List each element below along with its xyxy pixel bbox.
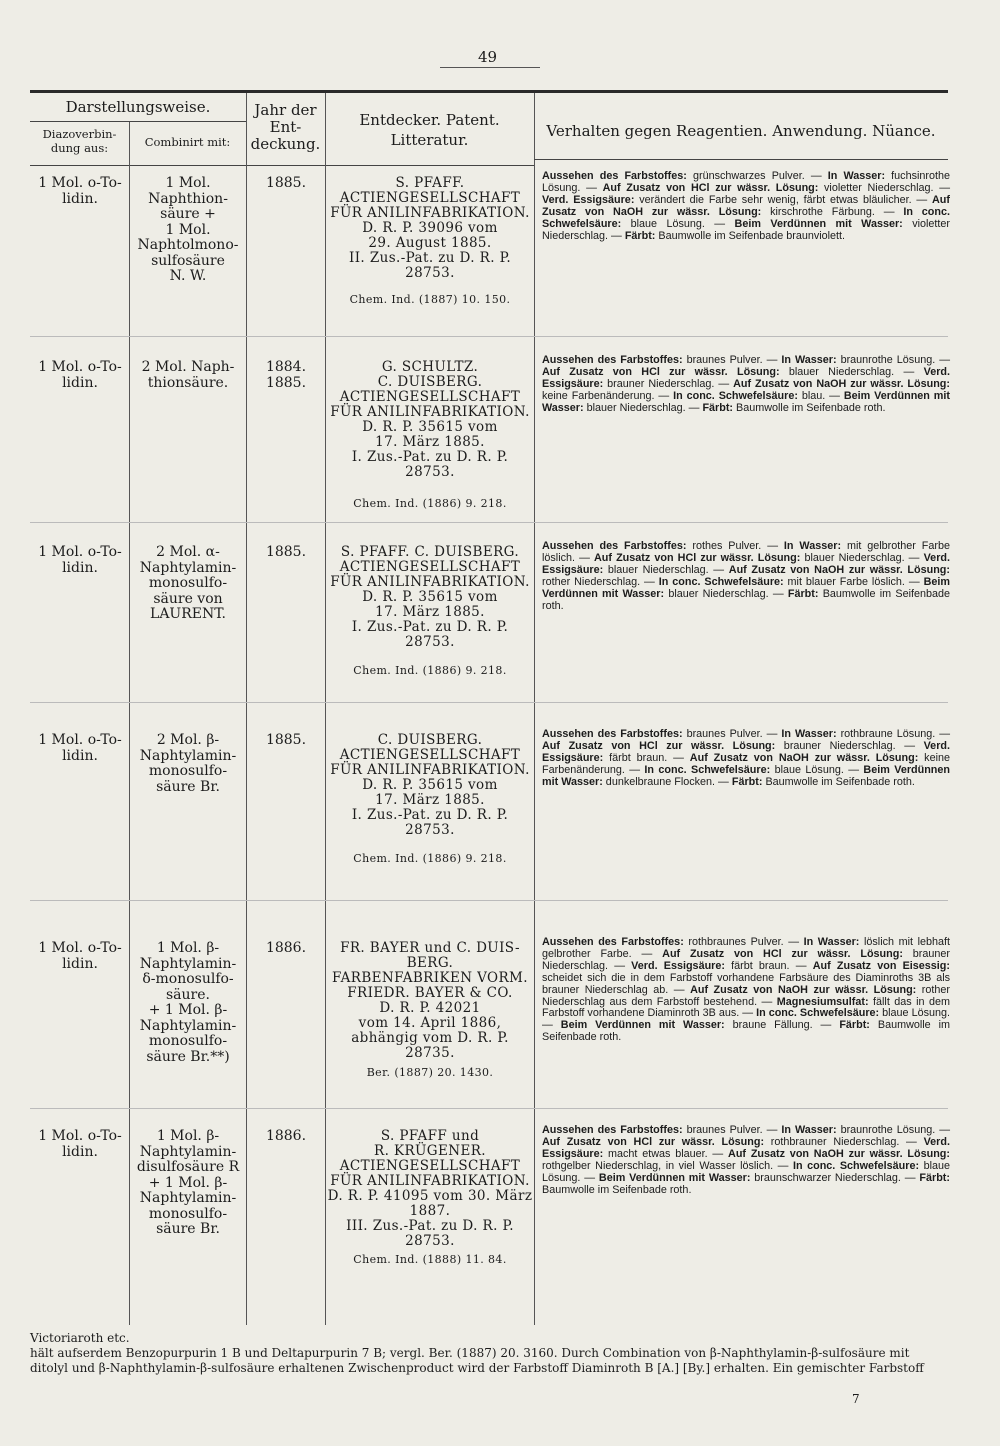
- reaction-label: Färbt:: [731, 775, 763, 788]
- reaction-label: Beim Verdünnen mit Wasser:: [598, 1171, 751, 1184]
- reaction-label: Auf Zusatz von HCl zur wässr. Lösung:: [662, 947, 903, 960]
- reaction-text: Baumwolle im Seifenbade roth.: [542, 1183, 692, 1196]
- reaction-text: mit blauer Farbe löslich. —: [783, 575, 924, 588]
- row-discoverer: FR. BAYER und C. DUIS- BERG. FARBENFABRIKEN VORM. FRIEDR. BAYER & CO. D. R. P. 42021 vom 14. April 1886, abhängig vom D. R. P. 28735.: [332, 940, 528, 1061]
- reaction-text: färbt braun. —: [603, 751, 690, 764]
- reaction-label: Auf Zusatz von NaOH zur wässr. Lösung:: [728, 563, 950, 576]
- reaction-label: In conc. Schwefelsäure:: [792, 1159, 920, 1172]
- row-jahr: 1886.: [265, 1128, 307, 1144]
- row-citation: Chem. Ind. (1888) 11. 84.: [353, 1253, 507, 1266]
- reaction-label: In Wasser:: [781, 728, 837, 740]
- row-discoverer: S. PFAFF und R. KRÜGENER. ACTIENGESELLSCHAFT FÜR ANILINFABRIKATION. D. R. P. 41095 vom 30. März 1887. III. Zus.-Pat. zu D. R. P. 28753.: [327, 1128, 533, 1249]
- footnote-line: hält aufserdem Benzopurpurin 1 B und Deltapurpurin 7 B; vergl. Ber. (1887) 20. 3160. Durch Combination von β-Naphthylamin-β-sulfosäure mit: [30, 1346, 910, 1360]
- reaction-label: Verd. Essigsäure:: [542, 365, 951, 390]
- row-citation: Chem. Ind. (1886) 9. 218.: [353, 664, 507, 677]
- header-entdecker: Entdecker. Patent. Litteratur.: [359, 111, 500, 149]
- reaction-label: Aussehen des Farbstoffes:: [542, 540, 687, 552]
- reaction-text: macht etwas blauer. —: [603, 1147, 729, 1160]
- row-jahr: 1884. 1885.: [265, 359, 307, 391]
- row-reactions: [542, 355, 950, 415]
- reaction-text: verändert die Farbe sehr wenig, färbt etwas bläulicher. —: [634, 193, 932, 206]
- row-combinirt: 1 Mol. β- Naphtylamin- δ-monosulfo- säure. + 1 Mol. β- Naphtylamin- monosulfo- säure Br.**): [139, 940, 237, 1065]
- reaction-label: In Wasser:: [781, 354, 837, 366]
- row-citation: Chem. Ind. (1887) 10. 150.: [349, 293, 511, 306]
- row-separator: [30, 900, 948, 901]
- reaction-label: Beim Verdünnen mit Wasser:: [542, 763, 951, 788]
- reaction-text: blauer Niederschlag. —: [800, 551, 924, 564]
- reaction-text: färbt braun. —: [724, 959, 813, 972]
- reaction-label: Auf Zusatz von HCl zur wässr. Lösung:: [602, 181, 819, 194]
- row-separator: [30, 702, 948, 703]
- row-jahr: 1886.: [265, 940, 307, 956]
- footnote-line: ditolyl und β-Naphthylamin-β-sulfosäure erhaltenen Zwischenproduct wird der Farbstoff Diaminroth B [A.] [By.] erhalten. Ein gemischter Farbstoff: [30, 1361, 924, 1375]
- reaction-label: Färbt:: [919, 1171, 950, 1184]
- reaction-text: Baumwolle im Seifenbade roth.: [542, 1019, 951, 1044]
- row-discoverer: G. SCHULTZ. C. DUISBERG. ACTIENGESELLSCHAFT FÜR ANILINFABRIKATION. D. R. P. 35615 vom 17. März 1885. I. Zus.-Pat. zu D. R. P. 28753.: [330, 359, 530, 480]
- reaction-text: rother Niederschlag. —: [542, 575, 659, 588]
- reaction-text: rothes Pulver. —: [686, 540, 784, 552]
- row-jahr: 1885.: [265, 732, 307, 748]
- row-reactions: [542, 729, 950, 789]
- row-combinirt: 2 Mol. Naph- thionsäure.: [141, 359, 235, 391]
- reaction-label: Färbt:: [624, 229, 656, 242]
- reaction-text: brauner Niederschlag. —: [603, 377, 734, 390]
- reaction-text: Baumwolle im Seifenbade braunviolett.: [655, 229, 846, 242]
- reaction-label: Aussehen des Farbstoffes:: [542, 728, 683, 740]
- row-separator: [30, 1108, 948, 1109]
- reaction-text: grünschwarzes Pulver. —: [686, 170, 828, 182]
- row-separator: [30, 336, 948, 337]
- reaction-label: In Wasser:: [827, 170, 886, 182]
- reaction-text: blauer Niederschlag. —: [664, 587, 788, 600]
- row-combinirt: 2 Mol. α- Naphtylamin- monosulfo- säure von LAURENT.: [139, 544, 237, 622]
- reaction-text: brauner Niederschlag. —: [775, 739, 924, 752]
- reaction-text: rothgelber Niederschlag, in viel Wasser löslich. —: [542, 1159, 793, 1172]
- row-jahr: 1885.: [265, 544, 307, 560]
- reaction-label: Aussehen des Farbstoffes:: [542, 936, 684, 948]
- row-diazo: 1 Mol. o-To- lidin.: [38, 940, 122, 972]
- header-sub-rule: [30, 121, 246, 122]
- row-combinirt: 2 Mol. β- Naphtylamin- monosulfo- säure Br.: [139, 732, 237, 795]
- reaction-text: blauer Niederschlag. —: [603, 563, 729, 576]
- reaction-text: violetter Niederschlag. —: [818, 181, 950, 194]
- row-citation: Chem. Ind. (1886) 9. 218.: [353, 852, 507, 865]
- reaction-text: braunes Pulver. —: [682, 354, 782, 366]
- reaction-text: braunrothe Lösung. —: [836, 1124, 950, 1136]
- column-divider: [534, 165, 535, 1325]
- reaction-text: löslich mit lebhaft gelbrother Farbe. —: [542, 936, 951, 960]
- row-discoverer: S. PFAFF. C. DUISBERG. ACTIENGESELLSCHAFT FÜR ANILINFABRIKATION. D. R. P. 35615 vom 17. März 1885. I. Zus.-Pat. zu D. R. P. 28753.: [330, 544, 530, 650]
- column-divider: [129, 165, 130, 1325]
- reaction-label: In Wasser:: [781, 1124, 837, 1136]
- reaction-label: Aussehen des Farbstoffes:: [542, 354, 683, 366]
- reaction-label: In conc. Schwefelsäure:: [644, 763, 771, 776]
- reaction-text: braunes Pulver. —: [682, 1124, 782, 1136]
- header-jahr: Jahr der Ent- deckung.: [250, 101, 321, 153]
- page-number-rule: [440, 67, 540, 68]
- reaction-label: Beim Verdünnen mit Wasser:: [542, 575, 950, 600]
- header-verhalten: Verhalten gegen Reagentien. Anwendung. Nüance.: [546, 122, 936, 140]
- reaction-label: In conc. Schwefelsäure:: [756, 1007, 880, 1020]
- row-citation: Ber. (1887) 20. 1430.: [366, 1066, 494, 1079]
- reaction-text: blaue Lösung. —: [621, 217, 735, 230]
- reaction-label: Auf Zusatz von HCl zur wässr. Lösung:: [542, 739, 776, 752]
- reaction-label: Verd. Essigsäure:: [542, 739, 950, 764]
- header-diazo: Diazoverbin- dung aus:: [42, 127, 117, 155]
- column-divider: [325, 165, 326, 1325]
- reaction-text: braune Fällung. —: [724, 1019, 840, 1032]
- reaction-text: fuchsinrothe Lösung. —: [542, 170, 951, 194]
- reaction-label: Auf Zusatz von HCl zur wässr. Lösung:: [542, 1135, 765, 1148]
- row-discoverer: C. DUISBERG. ACTIENGESELLSCHAFT FÜR ANILINFABRIKATION. D. R. P. 35615 vom 17. März 1885. I. Zus.-Pat. zu D. R. P. 28753.: [330, 732, 530, 838]
- reaction-text: rothbraune Lösung. —: [836, 728, 950, 740]
- row-diazo: 1 Mol. o-To- lidin.: [38, 1128, 122, 1160]
- reaction-label: In conc. Schwefelsäure:: [658, 575, 784, 588]
- row-diazo: 1 Mol. o-To- lidin.: [38, 732, 122, 764]
- reaction-text: blau. —: [797, 389, 844, 402]
- reaction-text: scheidet sich die in dem Farbstoff vorhandene Farbsäure des Diaminroths 3B als brauner Niederschlag ab. —: [542, 971, 950, 996]
- reaction-text: blaue Lösung. —: [770, 763, 864, 776]
- column-divider: [246, 165, 247, 1325]
- reaction-text: braunschwarzer Niederschlag. —: [750, 1171, 920, 1184]
- row-citation: Chem. Ind. (1886) 9. 218.: [353, 497, 507, 510]
- reaction-label: Färbt:: [787, 587, 819, 600]
- reaction-text: Baumwolle im Seifenbade roth.: [542, 587, 951, 612]
- reaction-label: Auf Zusatz von HCl zur wässr. Lösung:: [594, 551, 801, 564]
- reaction-text: keine Farbenänderung. —: [542, 389, 674, 402]
- reaction-label: Färbt:: [839, 1019, 870, 1032]
- reaction-label: Auf Zusatz von NaOH zur wässr. Lösung:: [728, 1147, 950, 1160]
- reaction-label: Auf Zusatz von NaOH zur wässr. Lösung:: [733, 377, 950, 390]
- reaction-label: Beim Verdünnen mit Wasser:: [560, 1019, 725, 1032]
- reaction-text: blauer Niederschlag. —: [583, 401, 703, 414]
- reaction-text: Baumwolle im Seifenbade roth.: [733, 401, 886, 414]
- row-reactions: [542, 541, 950, 612]
- reaction-text: rother Niederschlag aus dem Farbstoff bestehend. —: [542, 983, 950, 1008]
- reaction-label: Beim Verdünnen mit Wasser:: [734, 217, 903, 230]
- reaction-text: braunes Pulver. —: [682, 728, 782, 740]
- reaction-label: In conc. Schwefelsäure:: [542, 205, 950, 230]
- reaction-text: brauner Niederschlag. —: [542, 947, 950, 972]
- reaction-label: In conc. Schwefelsäure:: [673, 389, 798, 402]
- reaction-text: keine Farbenänderung. —: [542, 751, 950, 776]
- header-bottom-rule-right: [534, 159, 948, 160]
- reaction-text: blauer Niederschlag. —: [779, 365, 924, 378]
- row-combinirt: 1 Mol. Naphthion- säure + 1 Mol. Naphtolmono- sulfosäure N. W.: [137, 175, 239, 284]
- reaction-label: Aussehen des Farbstoffes:: [542, 1124, 683, 1136]
- row-diazo: 1 Mol. o-To- lidin.: [38, 544, 122, 576]
- reaction-label: Auf Zusatz von Eisessig:: [812, 959, 950, 972]
- reaction-text: kirschrothe Färbung. —: [761, 205, 904, 218]
- header-combinirt: Combinirt mit:: [144, 135, 231, 149]
- header-top-rule: [30, 90, 948, 93]
- row-discoverer: S. PFAFF. ACTIENGESELLSCHAFT FÜR ANILINFABRIKATION. D. R. P. 39096 vom 29. August 1885. II. Zus.-Pat. zu D. R. P. 28753.: [330, 175, 530, 281]
- header-darstellung: Darstellungsweise.: [65, 98, 211, 116]
- reaction-text: mit gelbrother Farbe löslich. —: [542, 540, 951, 564]
- reaction-label: Verd. Essigsäure:: [542, 193, 635, 206]
- reaction-label: Verd. Essigsäure:: [542, 551, 950, 576]
- reaction-label: Verd. Essigsäure:: [631, 959, 725, 972]
- reaction-text: Baumwolle im Seifenbade roth.: [762, 775, 915, 788]
- reaction-label: Beim Verdünnen mit Wasser:: [542, 389, 950, 414]
- header-bottom-rule: [30, 165, 535, 166]
- reaction-text: blaue Lösung. —: [542, 1007, 950, 1032]
- row-combinirt: 1 Mol. β- Naphtylamin- disulfosäure R + 1 Mol. β- Naphtylamin- monosulfo- säure Br.: [136, 1128, 240, 1237]
- reaction-text: dunkelbraune Flocken. —: [602, 775, 732, 788]
- row-reactions: [542, 937, 950, 1044]
- signature-mark: 7: [852, 1392, 860, 1406]
- page-number: 49: [478, 48, 498, 66]
- reaction-label: Verd. Essigsäure:: [542, 1135, 950, 1160]
- row-jahr: 1885.: [265, 175, 307, 191]
- reaction-label: Aussehen des Farbstoffes:: [542, 170, 687, 182]
- reaction-text: fällt das in dem Farbstoff vorhandene Diaminroth 3B aus. —: [542, 995, 950, 1020]
- row-diazo: 1 Mol. o-To- lidin.: [38, 359, 122, 391]
- row-reactions: [542, 1125, 950, 1196]
- reaction-text: rothbrauner Niederschlag. —: [764, 1135, 924, 1148]
- footnote-line: Victoriaroth etc.: [30, 1331, 130, 1345]
- reaction-label: In Wasser:: [803, 936, 860, 948]
- reaction-label: Färbt:: [702, 401, 734, 414]
- row-reactions: [542, 171, 950, 242]
- reaction-label: Auf Zusatz von NaOH zur wässr. Lösung:: [542, 193, 950, 218]
- reaction-label: In Wasser:: [783, 540, 842, 552]
- reaction-label: Magnesiumsulfat:: [776, 995, 869, 1008]
- reaction-label: Auf Zusatz von NaOH zur wässr. Lösung:: [690, 983, 917, 996]
- row-diazo: 1 Mol. o-To- lidin.: [38, 175, 122, 207]
- reaction-text: braunrothe Lösung. —: [836, 354, 950, 366]
- reaction-label: Auf Zusatz von HCl zur wässr. Lösung:: [542, 365, 780, 378]
- reaction-text: rothbraunes Pulver. —: [683, 936, 804, 948]
- reaction-text: violetter Niederschlag. —: [542, 217, 951, 242]
- reaction-text: blaue Lösung. —: [542, 1159, 950, 1184]
- reaction-label: Auf Zusatz von NaOH zur wässr. Lösung:: [689, 751, 919, 764]
- row-separator: [30, 522, 948, 523]
